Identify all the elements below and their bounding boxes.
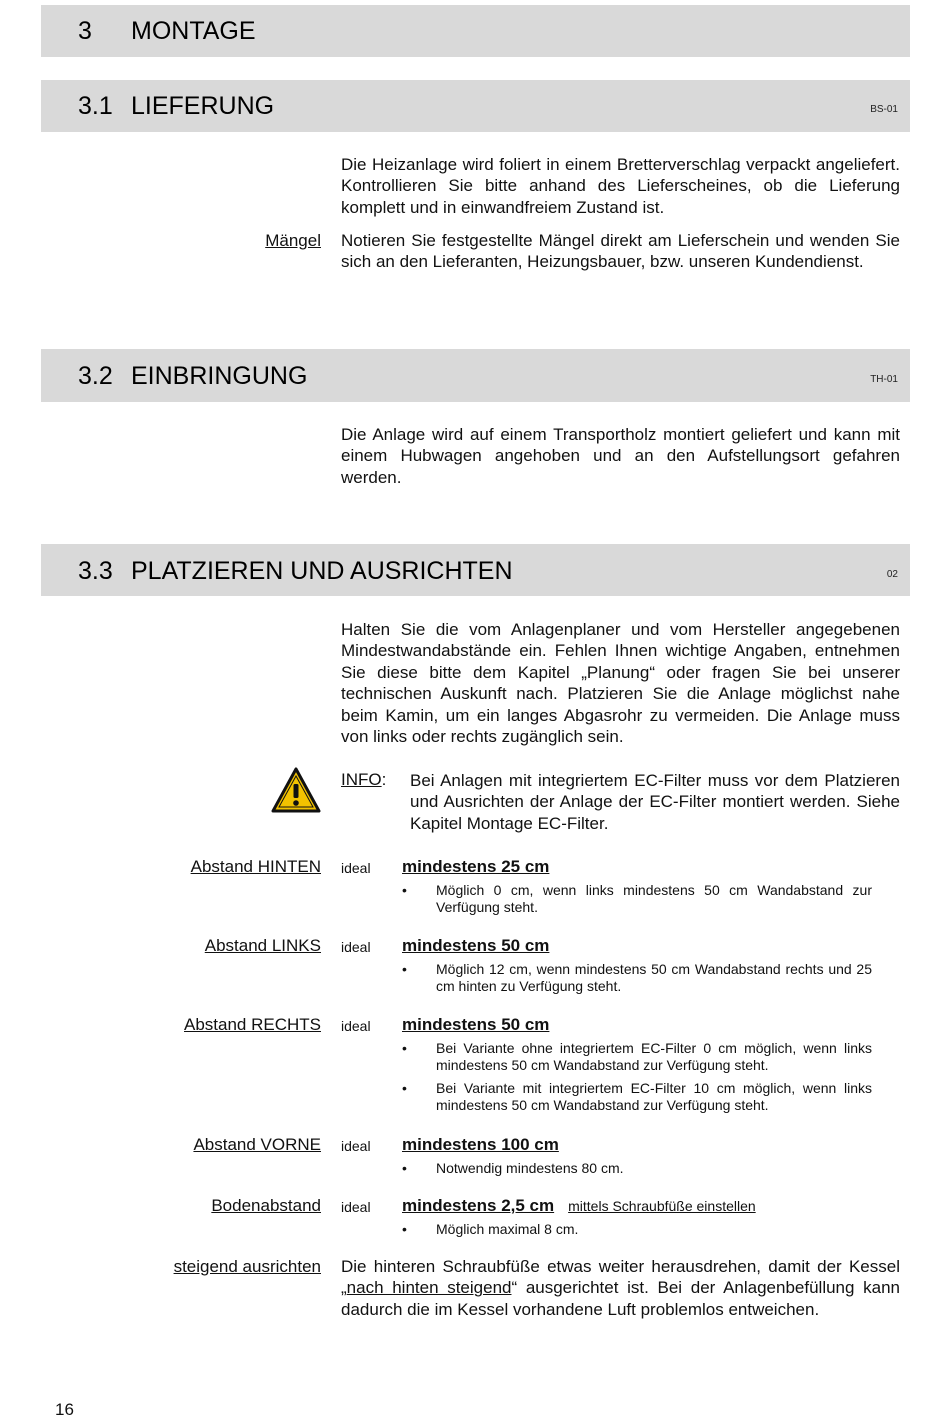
bullet-icon: • [402,1221,407,1237]
section-number: 3.3 [78,557,113,585]
bullet-item [402,1221,872,1238]
distance-row-label: Abstand HINTEN [190,857,321,876]
s33-paragraph-1: Halten Sie die vom Anlagenplaner und vom Hersteller angegebenen Mindestwandabstände ein. Fehlen Ihnen wichtige Angaben, entnehmen Sie diese bitte dem Kapitel „Planung“ oder fragen Sie bei unserer technischen Auskunft nach. Platzieren Sie die Anlage möglichst nahe beim Kamin, um ein langes Abgasrohr zu vermeiden. Die Anlage muss von links oder rechts zugänglich sein. [341,620,900,747]
s32-paragraph-1: Die Anlage wird auf einem Transportholz montiert geliefert und kann mit einem Hubwagen angehoben und an den Aufstellungsort gefahren werden. [341,425,900,487]
ideal-label: ideal [341,1199,371,1215]
warning-triangle-icon [271,767,321,813]
section-code: BS-01 [870,104,898,115]
chapter-number: 3 [78,17,92,45]
bullet-icon: • [402,1040,407,1056]
chapter-title: MONTAGE [131,17,256,45]
distance-value: mindestens 50 cm [402,1015,550,1034]
bullet-text: Notwendig mindestens 80 cm. [436,1160,624,1176]
section-title: EINBRINGUNG [131,362,308,390]
bullet-item [402,1080,872,1114]
s31-paragraph-2: Notieren Sie festgestellte Mängel direkt am Lieferschein und wenden Sie sich an den Lieferanten, Heizungsbauer, bzw. unseren Kundendienst. [341,231,900,272]
ideal-label: ideal [341,1018,371,1034]
bullet-item [402,961,872,995]
bullet-item [402,1040,872,1074]
section-code: 02 [886,569,898,580]
bullet-icon: • [402,882,407,898]
section-header-3-3 [41,544,910,596]
info-label [341,770,386,790]
distance-value: mindestens 100 cm [402,1135,559,1154]
distance-requirement [402,936,549,956]
section-number: 3.2 [78,362,113,390]
bullet-text: Bei Variante mit integriertem EC-Filter 10 cm möglich, wenn links mindestens 50 cm Wandabstand zur Verfügung steht. [436,1080,872,1113]
final-text-emphasis: nach hinten steigend [346,1278,512,1298]
side-label-maengel: Mängel [265,231,321,250]
distance-row-label: Bodenabstand [211,1196,321,1215]
distance-row-label: Abstand RECHTS [184,1015,321,1034]
section-number: 3.1 [78,92,113,120]
bullet-icon: • [402,961,407,977]
distance-requirement [402,1196,756,1216]
info-label-text: INFO [341,770,382,789]
distance-requirement [402,1015,549,1035]
final-text-post: “ ausgerichtet ist. Bei der Anlagenbefüllung kann dadurch die im Kessel vorhandene Luft problemlos entweichen. [341,1278,900,1319]
distance-requirement [402,1135,559,1155]
ideal-label: ideal [341,1138,371,1154]
bullet-item [402,1160,872,1177]
info-colon: : [381,770,387,789]
bullet-icon: • [402,1080,407,1096]
section-title: PLATZIEREN UND AUSRICHTEN [131,557,513,585]
section-code: TH-01 [870,374,898,385]
distance-value: mindestens 25 cm [402,857,550,876]
bullet-text: Möglich 12 cm, wenn mindestens 50 cm Wandabstand rechts und 25 cm hinten zu Verfügung steht. [436,961,872,994]
s31-paragraph-1: Die Heizanlage wird foliert in einem Bretterverschlag verpackt angeliefert. Kontrollieren Sie bitte anhand des Lieferscheines, ob die Lieferung komplett und in einwandfreiem Zustand ist. [341,155,900,217]
distance-row-label: Abstand VORNE [193,1135,321,1154]
chapter-header [41,5,910,57]
distance-value: mindestens 2,5 cm [402,1196,555,1215]
distance-requirement [402,857,549,877]
section-title: LIEFERUNG [131,92,275,120]
section-header-3-1 [41,80,910,132]
distance-value: mindestens 50 cm [402,936,550,955]
bullet-item [402,882,872,916]
ideal-label: ideal [341,860,371,876]
bullet-icon: • [402,1160,407,1176]
distance-note: mittels Schraubfüße einstellen [568,1198,756,1214]
final-text-pre: Die hinteren Schraubfüße etwas weiter herausdrehen, damit der Kessel „ [341,1257,900,1298]
page-number: 16 [55,1400,74,1419]
final-paragraph [341,1256,900,1320]
bullet-text: Bei Variante ohne integriertem EC-Filter 0 cm möglich, wenn links mindestens 50 cm Wandabstand zur Verfügung steht. [436,1040,872,1073]
bullet-text: Möglich 0 cm, wenn links mindestens 50 cm Wandabstand zur Verfügung steht. [436,882,872,915]
bullet-text: Möglich maximal 8 cm. [436,1221,579,1237]
section-header-3-2 [41,349,910,402]
side-label-steigend-ausrichten: steigend ausrichten [173,1257,321,1276]
distance-row-label: Abstand LINKS [204,936,321,955]
info-text: Bei Anlagen mit integriertem EC-Filter muss vor dem Platzieren und Ausrichten der Anlage der EC-Filter montiert werden. Siehe Kapitel Montage EC-Filter. [410,771,900,833]
ideal-label: ideal [341,939,371,955]
